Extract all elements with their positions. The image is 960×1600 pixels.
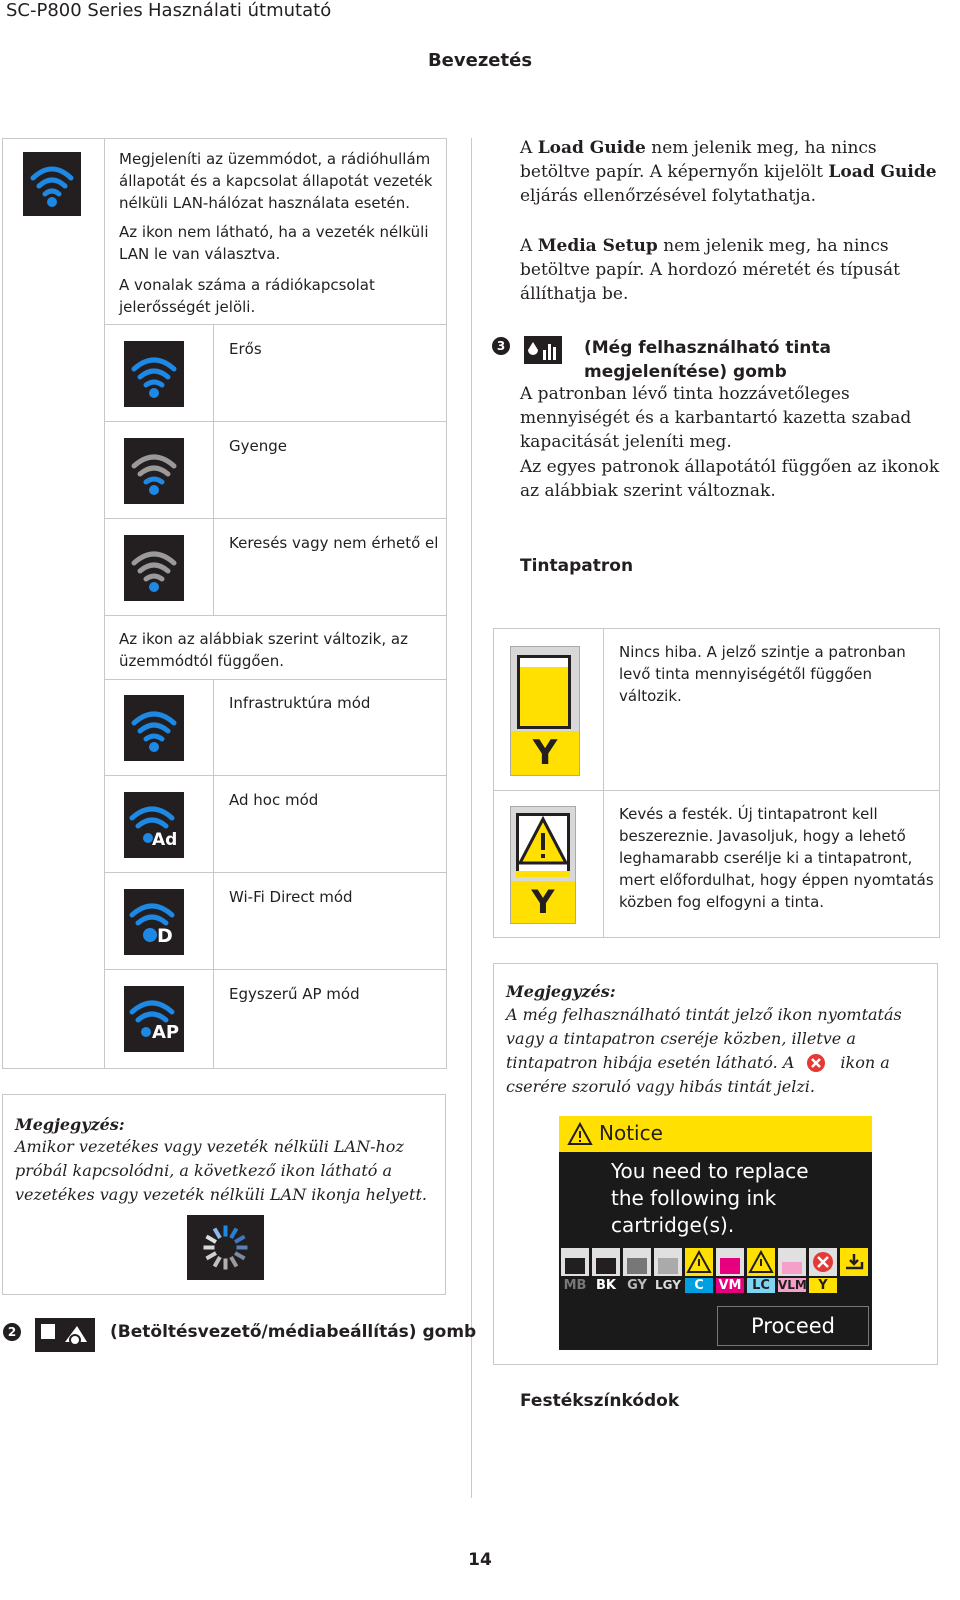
load-guide-bold-2: Load Guide (828, 162, 937, 182)
error-x-icon (806, 1053, 828, 1071)
lcd-code-vlm: VLM (778, 1278, 807, 1292)
lcd-ink-gy (623, 1248, 651, 1276)
load-guide-media-icon (35, 1318, 95, 1352)
step-3-number: 3 (492, 337, 510, 355)
header-series: SC-P800 Series (6, 0, 143, 21)
signal-strong-label: Erős (229, 340, 262, 358)
wifi-infrastructure-icon (124, 695, 184, 761)
warning-triangle-icon (516, 813, 570, 875)
wifi-description-2: Az ikon nem látható, ha a vezeték nélküli LAN le van választva. (119, 223, 429, 263)
signal-searching-label: Keresés vagy nem érhető el (229, 534, 439, 552)
signal-weak-label: Gyenge (229, 437, 287, 455)
lcd-notice-title: Notice (599, 1121, 663, 1145)
wifi-blue-icon (23, 152, 81, 216)
wifi-description-1: Megjeleníti az üzemmódot, a rádióhullám állapotát és a kapcsolat állapotát vezeték nélküli LAN-hálózat használata esetén. (119, 150, 433, 212)
load-guide-text-b: nem jelenik meg, ha nincs betöltve papír. A képernyőn kijelölt (520, 138, 877, 182)
lcd-message-line-2: the following ink (611, 1186, 777, 1210)
adhoc-icon-label: Ad (152, 830, 178, 850)
right-note-text-b: ikon a cserére szoruló vagy hibás tintát jelzi. (506, 1053, 890, 1096)
lcd-code-lc: LC (747, 1278, 775, 1293)
left-note-box (2, 1094, 446, 1295)
lcd-ink-vlm (778, 1248, 806, 1276)
right-note-box (493, 963, 938, 1365)
cartridge-full-text: Nincs hiba. A jelző szintje a patronban levő tinta mennyiségétől függően változik. (619, 643, 906, 705)
media-setup-paragraph (520, 234, 940, 306)
media-setup-text-a: A (520, 236, 538, 256)
lcd-ink-mb (561, 1248, 589, 1276)
left-note-title: Megjegyzés: (15, 1115, 125, 1134)
step-2-label: (Betöltésvezető/médiabeállítás) gomb (110, 1322, 477, 1342)
lcd-code-c: C (685, 1278, 713, 1293)
cartridge-low-letter: Y (511, 881, 575, 923)
lcd-message-line-1: You need to replace (611, 1159, 809, 1183)
right-note-title: Megjegyzés: (506, 982, 616, 1001)
step-3-title: (Még felhasználható tinta megjelenítése) gomb (584, 338, 831, 382)
festekszinkodok-heading: Festékszínkódok (520, 1391, 680, 1411)
lcd-code-vm: VM (716, 1278, 744, 1293)
tintapatron-heading: Tintapatron (520, 556, 634, 576)
lcd-maintenance-box (840, 1248, 868, 1276)
cartridge-low-text: Kevés a festék. Új tintapatront kell beszereznie. Javasoljuk, hogy a lehető leghamarabb cserélje ki a tintapatront, mert előfordulhat, hogy éppen nyomtatás közben fog elfogyni a tinta. (619, 805, 934, 911)
wifi-description-3: A vonalak száma a rádiókapcsolat jelerősségét jelöli. (119, 276, 375, 316)
lcd-code-gy: GY (627, 1278, 647, 1293)
mode-infrastructure-label: Infrastruktúra mód (229, 694, 371, 712)
left-note-text: Amikor vezetékes vagy vezeték nélküli LAN-hoz próbál kapcsolódni, a következő ikon látható a vezetékes vagy vezeték nélküli LAN ikonja helyett. (15, 1137, 427, 1204)
mode-adhoc-label: Ad hoc mód (229, 791, 319, 809)
lcd-ink-bk (592, 1248, 620, 1276)
media-setup-bold: Media Setup (537, 236, 658, 256)
right-note-text (506, 1003, 931, 1099)
load-guide-paragraph (520, 136, 940, 208)
mode-simple-ap-label: Egyszerű AP mód (229, 985, 360, 1003)
lcd-ink-vm (716, 1248, 744, 1276)
step-3-paragraph-1: A patronban lévő tinta hozzávetőleges mennyiségét és a karbantartó kazetta szabad kapacitását jeleníti meg. (520, 384, 912, 452)
connecting-spinner-icon (187, 1215, 264, 1280)
mode-intro-text: Az ikon az alábbiak szerint változik, az üzemmódtól függően. (119, 630, 408, 670)
lcd-code-bk: BK (596, 1278, 616, 1293)
cartridge-low-icon (510, 806, 576, 924)
lcd-message (611, 1158, 809, 1239)
lcd-message-line-3: cartridge(s). (611, 1213, 735, 1237)
wifi-weak-icon (124, 438, 184, 504)
load-guide-bold-1: Load Guide (537, 138, 646, 158)
wifi-adhoc-icon (124, 792, 184, 858)
lcd-ink-row (559, 1246, 872, 1298)
wifi-simple-ap-icon (124, 986, 184, 1052)
lcd-notice-bar (559, 1116, 872, 1152)
lcd-ink-lc-warning (747, 1248, 775, 1276)
right-note-text-a: A még felhasználható tintát jelző ikon nyomtatás vagy a tintapatron cseréje közben, illetve a tintapatron hibája esetén látható. A (506, 1005, 902, 1072)
simple-ap-icon-label: AP (152, 1022, 180, 1043)
media-setup-text-b: nem jelenik meg, ha nincs betöltve papír. A hordozó méretét és típusát állíthatja be. (520, 236, 900, 304)
notice-warning-icon (567, 1122, 593, 1146)
ink-level-button-icon (524, 336, 562, 364)
lcd-code-y: Y (809, 1278, 837, 1293)
lcd-ink-lgy (654, 1248, 682, 1276)
load-guide-text-c: eljárás ellenőrzésével folytathatja. (520, 186, 816, 206)
direct-icon-label: D (157, 925, 173, 947)
lcd-code-lgy: LGY (655, 1278, 681, 1292)
mode-wifi-direct-label: Wi-Fi Direct mód (229, 888, 353, 906)
lcd-code-mb: MB (563, 1278, 587, 1293)
column-divider (471, 138, 472, 1498)
section-title: Bevezetés (427, 50, 533, 71)
cartridge-full-icon (510, 646, 580, 776)
cartridge-full-letter: Y (511, 731, 579, 775)
load-guide-text-a: A (520, 138, 538, 158)
wifi-strong-icon (124, 341, 184, 407)
wifi-searching-icon (124, 535, 184, 601)
step-2-number: 2 (3, 1323, 21, 1341)
page-number: 14 (468, 1550, 492, 1570)
lcd-ink-y-error (809, 1248, 837, 1276)
lcd-proceed-button[interactable]: Proceed (717, 1306, 869, 1346)
wifi-direct-icon (124, 889, 184, 955)
lcd-notice-screen (559, 1116, 872, 1350)
lcd-ink-c-warning (685, 1248, 713, 1276)
header-manual-title: Használati útmutató (148, 0, 332, 21)
step-3-paragraph-2: Az egyes patronok állapotától függően az ikonok az alábbiak szerint változnak. (520, 457, 940, 501)
